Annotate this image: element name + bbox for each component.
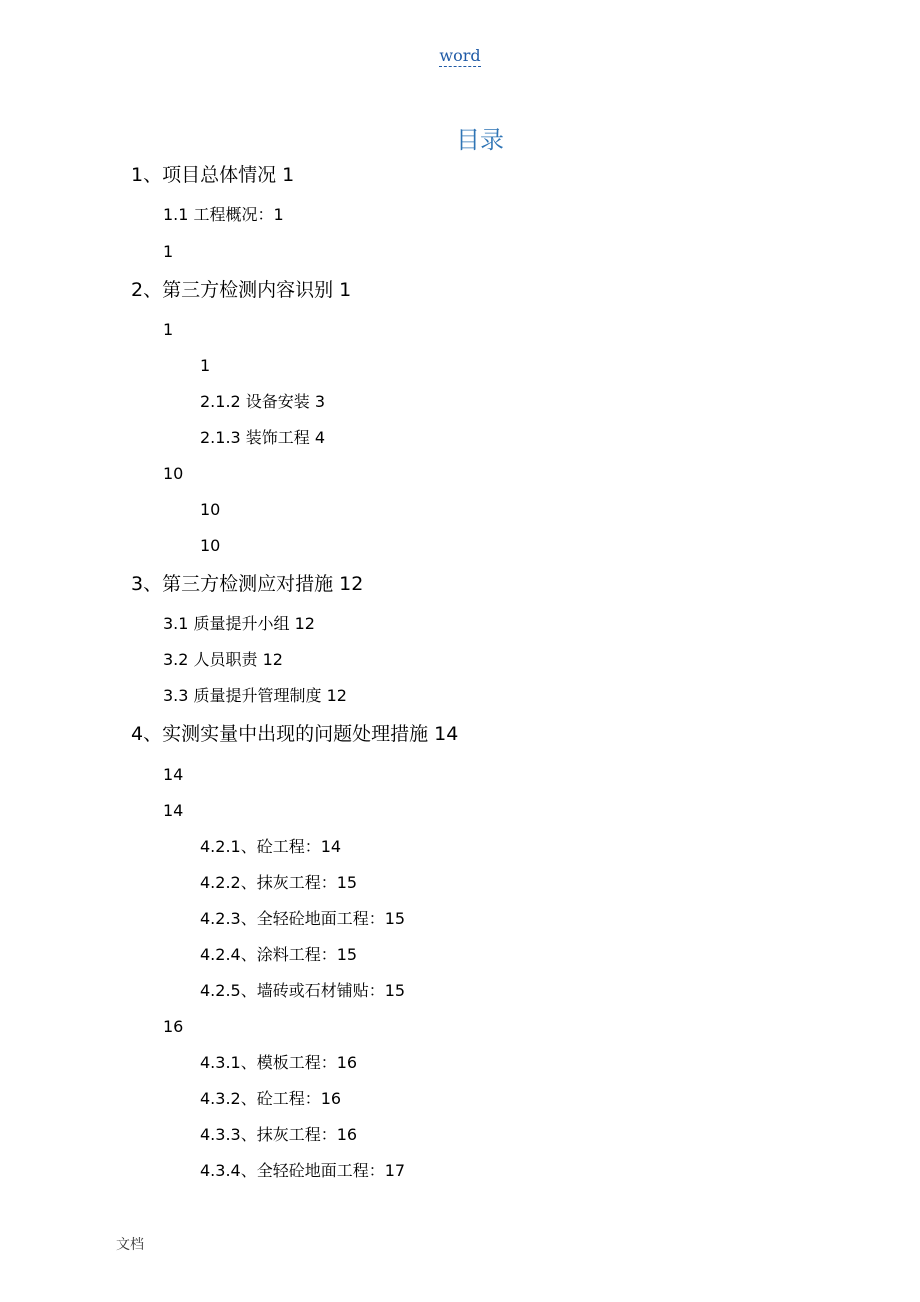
toc-entry-3-1[interactable]: 3.1 质量提升小组 12 — [163, 614, 315, 633]
toc-entry[interactable]: 10 — [200, 500, 221, 519]
toc-entry[interactable]: 1 — [163, 320, 174, 339]
header-link-text[interactable]: word — [439, 46, 481, 65]
toc-entry[interactable]: 14 — [163, 801, 184, 820]
toc-entry-4-3-3[interactable]: 4.3.3、抹灰工程：16 — [200, 1125, 358, 1144]
toc-entry-3-3[interactable]: 3.3 质量提升管理制度 12 — [163, 686, 347, 705]
toc-entry-4-2-3[interactable]: 4.2.3、全轻砼地面工程：15 — [200, 909, 406, 928]
toc-entry[interactable]: 1 — [163, 242, 174, 261]
toc-entry-1-1[interactable]: 1.1 工程概况：1 — [163, 205, 284, 224]
toc-entry-2-1-2[interactable]: 2.1.2 设备安装 3 — [200, 392, 326, 411]
toc-entry-4-3-2[interactable]: 4.3.2、砼工程：16 — [200, 1089, 342, 1108]
toc-entry-3[interactable]: 3、第三方检测应对措施 12 — [131, 573, 364, 595]
toc-entry[interactable]: 10 — [163, 464, 184, 483]
toc-entry-4-2-1[interactable]: 4.2.1、砼工程：14 — [200, 837, 342, 856]
toc-entry-4-2-5[interactable]: 4.2.5、墙砖或石材铺贴：15 — [200, 981, 406, 1000]
toc-entry-4[interactable]: 4、实测实量中出现的问题处理措施 14 — [131, 723, 459, 745]
toc-entry-1[interactable]: 1、项目总体情况 1 — [131, 164, 295, 186]
toc-entry-4-3-4[interactable]: 4.3.4、全轻砼地面工程：17 — [200, 1161, 406, 1180]
toc-title: 目录 — [456, 126, 504, 154]
toc-entry[interactable]: 16 — [163, 1017, 184, 1036]
page-header — [0, 46, 920, 65]
toc-entry-2-1-3[interactable]: 2.1.3 装饰工程 4 — [200, 428, 326, 447]
page-footer: 文档 — [116, 1237, 144, 1253]
toc-entry-2[interactable]: 2、第三方检测内容识别 1 — [131, 279, 352, 301]
toc-entry[interactable]: 14 — [163, 765, 184, 784]
toc-entry-4-3-1[interactable]: 4.3.1、模板工程：16 — [200, 1053, 358, 1072]
toc-entry[interactable]: 1 — [200, 356, 211, 375]
toc-entry-4-2-4[interactable]: 4.2.4、涂料工程：15 — [200, 945, 358, 964]
toc-entry-4-2-2[interactable]: 4.2.2、抹灰工程：15 — [200, 873, 358, 892]
toc-entry-3-2[interactable]: 3.2 人员职责 12 — [163, 650, 283, 669]
toc-entry[interactable]: 10 — [200, 536, 221, 555]
